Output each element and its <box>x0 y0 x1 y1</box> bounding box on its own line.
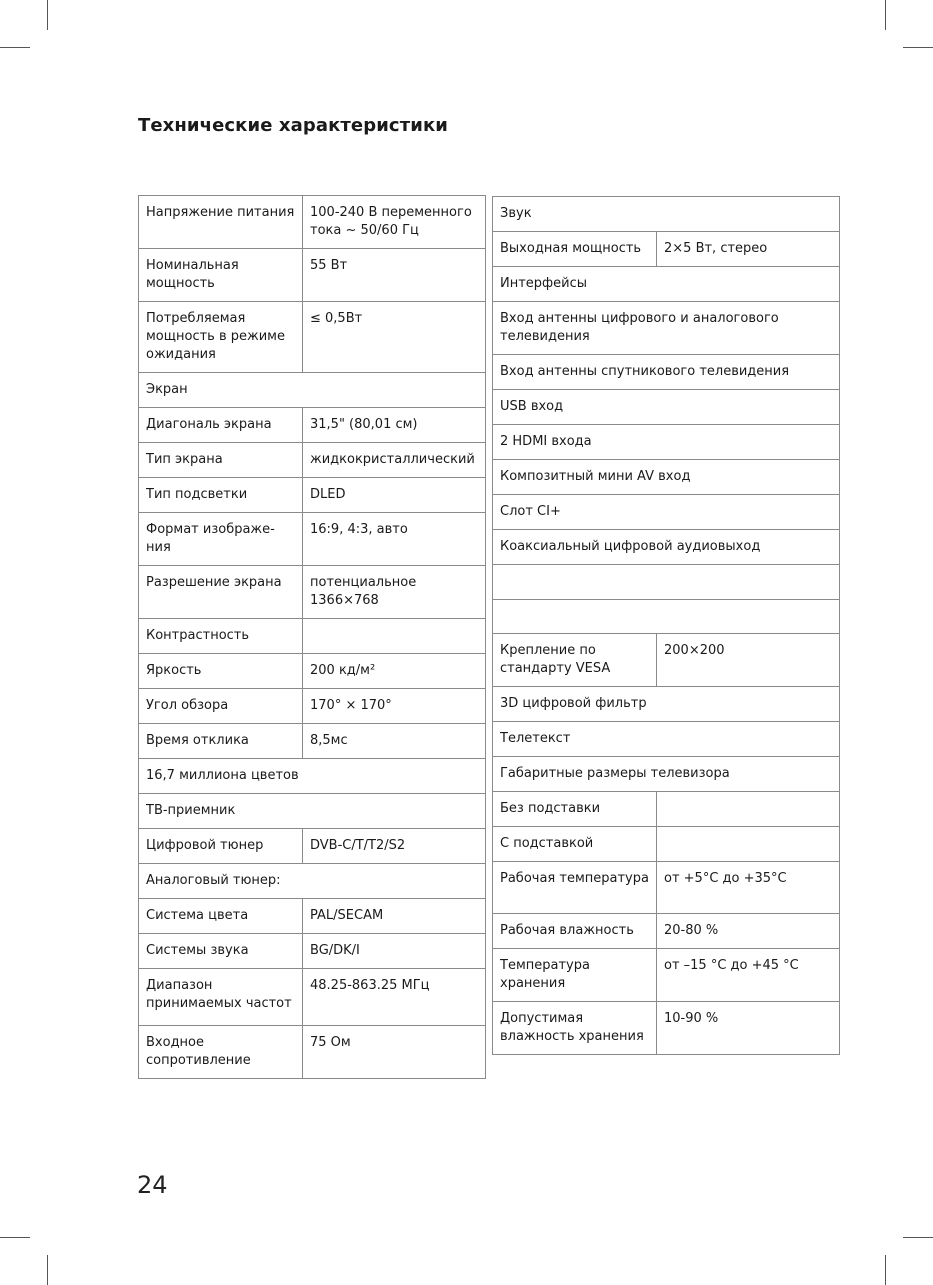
table-row <box>493 232 840 267</box>
param-cell: Тип экрана <box>139 443 303 478</box>
table-row <box>493 460 840 495</box>
crop-mark <box>885 0 886 30</box>
table-row <box>493 565 840 600</box>
table-row <box>493 302 840 355</box>
table-row <box>493 722 840 757</box>
table-row <box>493 355 840 390</box>
param-cell: Допустимая влажность хранения <box>493 1002 657 1055</box>
param-cell: Системы звука <box>139 934 303 969</box>
crop-mark <box>903 1237 933 1238</box>
table-row <box>493 914 840 949</box>
value-cell: BG/DK/I <box>303 934 486 969</box>
table-row <box>139 619 486 654</box>
section-cell <box>493 565 840 600</box>
crop-mark <box>47 0 48 30</box>
section-cell: Интерфейсы <box>493 267 840 302</box>
table-row <box>139 829 486 864</box>
table-row <box>139 408 486 443</box>
crop-mark <box>0 47 30 48</box>
value-cell: 31,5" (80,01 см) <box>303 408 486 443</box>
section-cell: Экран <box>139 373 486 408</box>
table-row <box>139 689 486 724</box>
table-row <box>139 566 486 619</box>
value-cell: 100-240 В переменного тока ~ 50/60 Гц <box>303 196 486 249</box>
section-cell: Коаксиальный цифровой аудиовыход <box>493 530 840 565</box>
page-number: 24 <box>137 1171 168 1199</box>
page-title: Технические характеристики <box>138 115 448 136</box>
table-row <box>139 969 486 1026</box>
value-cell: жидкокристаллический <box>303 443 486 478</box>
section-cell: Габаритные размеры телевизора <box>493 757 840 792</box>
section-cell: Композитный мини AV вход <box>493 460 840 495</box>
table-row <box>493 267 840 302</box>
param-cell: Номинальная мощность <box>139 249 303 302</box>
param-cell: Тип подсветки <box>139 478 303 513</box>
section-cell: 3D цифровой фильтр <box>493 687 840 722</box>
value-cell: DVB-C/T/T2/S2 <box>303 829 486 864</box>
value-cell: 200×200 <box>657 634 840 687</box>
param-cell: Контрастность <box>139 619 303 654</box>
param-cell: Температура хранения <box>493 949 657 1002</box>
value-cell <box>657 792 840 827</box>
param-cell: Цифровой тюнер <box>139 829 303 864</box>
param-cell: Крепление по стандарту VESA <box>493 634 657 687</box>
spec-table-right <box>492 196 840 1055</box>
table-row <box>139 724 486 759</box>
table-row <box>139 934 486 969</box>
table-row <box>493 600 840 634</box>
table-row <box>139 513 486 566</box>
value-cell: 55 Вт <box>303 249 486 302</box>
value-cell: потенциальное 1366×768 <box>303 566 486 619</box>
table-row <box>493 425 840 460</box>
param-cell: Система цвета <box>139 899 303 934</box>
value-cell: 75 Ом <box>303 1026 486 1079</box>
table-row <box>139 249 486 302</box>
section-cell: 2 HDMI входа <box>493 425 840 460</box>
section-cell <box>493 600 840 634</box>
table-row <box>493 687 840 722</box>
section-cell: ТВ-приемник <box>139 794 486 829</box>
section-cell: Вход антенны спутникового телевидения <box>493 355 840 390</box>
table-row <box>493 390 840 425</box>
section-cell: Аналоговый тюнер: <box>139 864 486 899</box>
param-cell: Диагональ экрана <box>139 408 303 443</box>
value-cell: ≤ 0,5Вт <box>303 302 486 373</box>
param-cell: Формат изображе-ния <box>139 513 303 566</box>
table-row <box>139 443 486 478</box>
table-row <box>493 495 840 530</box>
value-cell: 8,5мс <box>303 724 486 759</box>
section-cell: Звук <box>493 197 840 232</box>
section-cell: Телетекст <box>493 722 840 757</box>
table-row <box>493 197 840 232</box>
table-row <box>493 757 840 792</box>
param-cell: Рабочая температура <box>493 862 657 914</box>
param-cell: Входное сопротивление <box>139 1026 303 1079</box>
section-cell: Слот CI+ <box>493 495 840 530</box>
value-cell: 20-80 % <box>657 914 840 949</box>
param-cell: Разрешение экрана <box>139 566 303 619</box>
value-cell: DLED <box>303 478 486 513</box>
table-row <box>139 373 486 408</box>
table-row <box>139 196 486 249</box>
param-cell: Рабочая влажность <box>493 914 657 949</box>
value-cell <box>657 827 840 862</box>
param-cell: Потребляемая мощность в режиме ожидания <box>139 302 303 373</box>
section-cell: Вход антенны цифрового и аналогового телевидения <box>493 302 840 355</box>
table-row <box>139 302 486 373</box>
value-cell: 2×5 Вт, стерео <box>657 232 840 267</box>
section-cell: 16,7 миллиона цветов <box>139 759 486 794</box>
value-cell: 16:9, 4:3, авто <box>303 513 486 566</box>
param-cell: Время отклика <box>139 724 303 759</box>
table-row <box>493 862 840 914</box>
value-cell: 200 кд/м² <box>303 654 486 689</box>
param-cell: С подставкой <box>493 827 657 862</box>
param-cell: Без подставки <box>493 792 657 827</box>
table-row <box>139 899 486 934</box>
table-row <box>493 634 840 687</box>
param-cell: Диапазон принимаемых частот <box>139 969 303 1026</box>
spec-table-left <box>138 195 486 1079</box>
table-row <box>139 864 486 899</box>
crop-mark <box>903 47 933 48</box>
table-row <box>139 794 486 829</box>
param-cell: Угол обзора <box>139 689 303 724</box>
table-row <box>493 827 840 862</box>
section-cell: USB вход <box>493 390 840 425</box>
value-cell: 170° × 170° <box>303 689 486 724</box>
value-cell: 10-90 % <box>657 1002 840 1055</box>
table-row <box>493 949 840 1002</box>
table-row <box>493 792 840 827</box>
value-cell: PAL/SECAM <box>303 899 486 934</box>
param-cell: Выходная мощность <box>493 232 657 267</box>
table-row <box>493 530 840 565</box>
table-row <box>139 759 486 794</box>
value-cell: 48.25-863.25 МГц <box>303 969 486 1026</box>
param-cell: Напряжение питания <box>139 196 303 249</box>
table-row <box>139 478 486 513</box>
crop-mark <box>885 1255 886 1285</box>
value-cell: от –15 °C до +45 °C <box>657 949 840 1002</box>
value-cell <box>303 619 486 654</box>
value-cell: от +5°C до +35°C <box>657 862 840 914</box>
crop-mark <box>0 1237 30 1238</box>
table-row <box>139 1026 486 1079</box>
table-row <box>493 1002 840 1055</box>
crop-mark <box>47 1255 48 1285</box>
table-row <box>139 654 486 689</box>
param-cell: Яркость <box>139 654 303 689</box>
